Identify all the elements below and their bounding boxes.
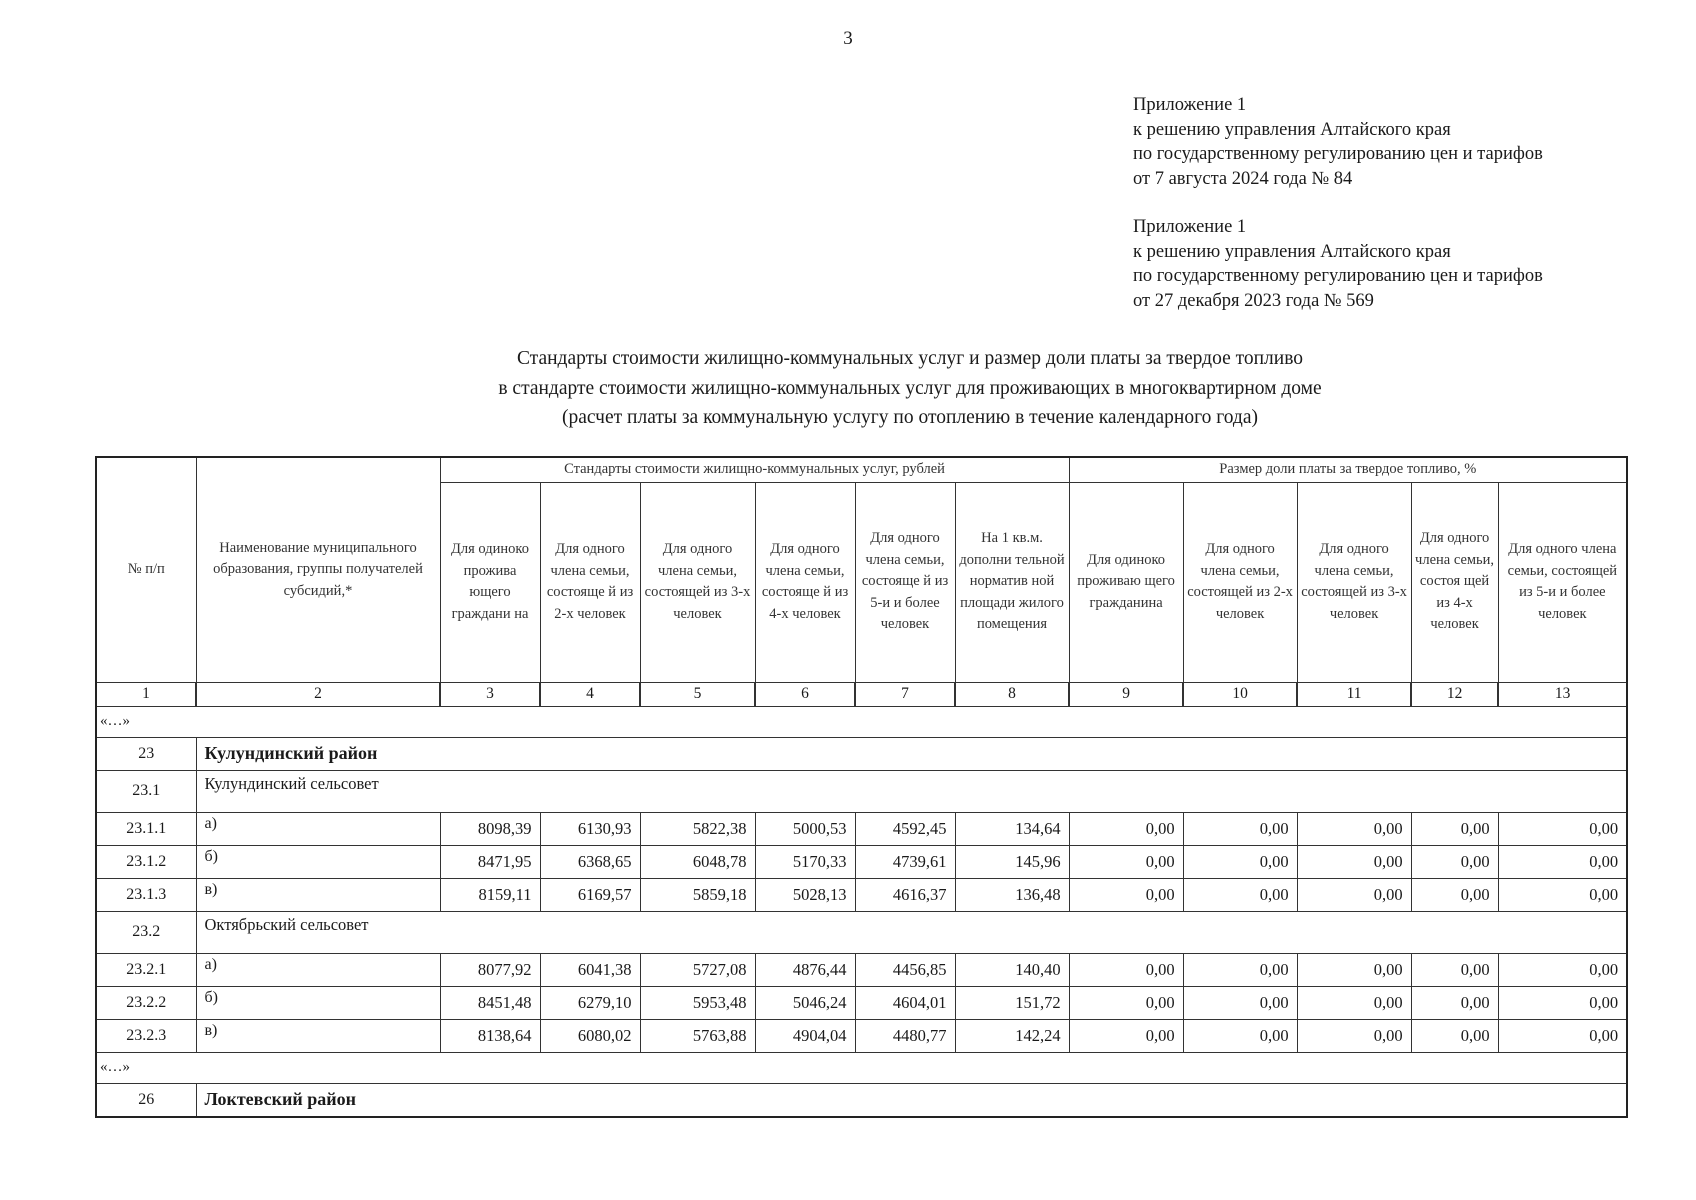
value-cell: 4456,85 bbox=[855, 953, 955, 986]
column-number: 10 bbox=[1183, 682, 1297, 706]
column-number: 3 bbox=[440, 682, 540, 706]
header-single-resident: Для одиноко прожива ющего граждани на bbox=[440, 482, 540, 682]
council-row bbox=[96, 770, 1627, 812]
value-cell: 8077,92 bbox=[440, 953, 540, 986]
value-cell: 8451,48 bbox=[440, 986, 540, 1019]
row-code: 23 bbox=[96, 737, 196, 770]
value-cell: 0,00 bbox=[1183, 1019, 1297, 1052]
column-number: 12 bbox=[1411, 682, 1498, 706]
omitted-rows-marker bbox=[96, 706, 1627, 737]
value-cell: 8159,11 bbox=[440, 878, 540, 911]
council-name: Кулундинский сельсовет bbox=[196, 770, 1627, 812]
column-number: 9 bbox=[1069, 682, 1183, 706]
recipient-group: б) bbox=[196, 845, 440, 878]
value-cell: 5727,08 bbox=[640, 953, 755, 986]
appendix-line: к решению управления Алтайского края bbox=[1133, 241, 1451, 262]
table-row bbox=[96, 1019, 1627, 1052]
header-family-of-4: Для одного члена семьи, состояще й из 4-х человек bbox=[755, 482, 855, 682]
title-line: в стандарте стоимости жилищно-коммунальных услуг для проживающих в многоквартирном доме bbox=[498, 377, 1322, 399]
district-name: Локтевский район bbox=[196, 1083, 1627, 1117]
column-number: 13 bbox=[1498, 682, 1627, 706]
column-number: 11 bbox=[1297, 682, 1411, 706]
appendix-note-current bbox=[1133, 93, 1673, 191]
value-cell: 4876,44 bbox=[755, 953, 855, 986]
ellipsis-text: «…» bbox=[96, 1052, 1627, 1083]
value-cell: 0,00 bbox=[1498, 953, 1627, 986]
value-cell: 8098,39 bbox=[440, 812, 540, 845]
column-number: 6 bbox=[755, 682, 855, 706]
table-row bbox=[96, 812, 1627, 845]
header-share-family-of-4: Для одного члена семьи, состоя щей из 4-х человек bbox=[1411, 482, 1498, 682]
column-number-row bbox=[96, 682, 1627, 706]
recipient-group: в) bbox=[196, 1019, 440, 1052]
row-code: 23.2.3 bbox=[96, 1019, 196, 1052]
value-cell: 4904,04 bbox=[755, 1019, 855, 1052]
value-cell: 0,00 bbox=[1183, 845, 1297, 878]
value-cell: 0,00 bbox=[1069, 986, 1183, 1019]
value-cell: 0,00 bbox=[1411, 812, 1498, 845]
district-row bbox=[96, 1083, 1627, 1117]
council-row bbox=[96, 911, 1627, 953]
header-share-family-of-2: Для одного члена семьи, состоящей из 2-х человек bbox=[1183, 482, 1297, 682]
value-cell: 0,00 bbox=[1183, 986, 1297, 1019]
value-cell: 8138,64 bbox=[440, 1019, 540, 1052]
value-cell: 0,00 bbox=[1069, 812, 1183, 845]
value-cell: 151,72 bbox=[955, 986, 1069, 1019]
tariff-standards-table bbox=[95, 456, 1628, 1118]
table-row bbox=[96, 953, 1627, 986]
district-row bbox=[96, 737, 1627, 770]
appendix-line: к решению управления Алтайского края bbox=[1133, 119, 1451, 140]
council-name: Октябрьский сельсовет bbox=[196, 911, 1627, 953]
column-number: 5 bbox=[640, 682, 755, 706]
value-cell: 0,00 bbox=[1411, 845, 1498, 878]
appendix-note-original bbox=[1133, 215, 1673, 313]
header-family-of-3: Для одного члена семьи, состоящей из 3-х человек bbox=[640, 482, 755, 682]
row-code: 23.1.1 bbox=[96, 812, 196, 845]
value-cell: 0,00 bbox=[1069, 878, 1183, 911]
row-code: 23.1.2 bbox=[96, 845, 196, 878]
omitted-rows-marker bbox=[96, 1052, 1627, 1083]
value-cell: 142,24 bbox=[955, 1019, 1069, 1052]
header-share-family-of-3: Для одного члена семьи, состоящей из 3-х человек bbox=[1297, 482, 1411, 682]
value-cell: 5822,38 bbox=[640, 812, 755, 845]
column-number: 7 bbox=[855, 682, 955, 706]
table-body bbox=[96, 682, 1627, 1117]
value-cell: 134,64 bbox=[955, 812, 1069, 845]
value-cell: 0,00 bbox=[1297, 1019, 1411, 1052]
header-family-of-2: Для одного члена семьи, состояще й из 2-х человек bbox=[540, 482, 640, 682]
value-cell: 0,00 bbox=[1297, 878, 1411, 911]
value-cell: 0,00 bbox=[1183, 878, 1297, 911]
value-cell: 4604,01 bbox=[855, 986, 955, 1019]
header-per-square-meter: На 1 кв.м. дополни тельной норматив ной площади жилого помещения bbox=[955, 482, 1069, 682]
value-cell: 0,00 bbox=[1183, 812, 1297, 845]
appendix-line: по государственному регулированию цен и тарифов bbox=[1133, 266, 1543, 286]
value-cell: 0,00 bbox=[1069, 845, 1183, 878]
value-cell: 0,00 bbox=[1183, 953, 1297, 986]
document-title bbox=[0, 344, 1696, 433]
value-cell: 0,00 bbox=[1498, 878, 1627, 911]
value-cell: 0,00 bbox=[1498, 986, 1627, 1019]
value-cell: 0,00 bbox=[1069, 953, 1183, 986]
title-line: (расчет платы за коммунальную услугу по отоплению в течение календарного года) bbox=[562, 407, 1258, 428]
value-cell: 0,00 bbox=[1498, 845, 1627, 878]
recipient-group: а) bbox=[196, 953, 440, 986]
recipient-group: в) bbox=[196, 878, 440, 911]
value-cell: 6368,65 bbox=[540, 845, 640, 878]
recipient-group: б) bbox=[196, 986, 440, 1019]
table-row bbox=[96, 986, 1627, 1019]
value-cell: 0,00 bbox=[1297, 812, 1411, 845]
value-cell: 4480,77 bbox=[855, 1019, 955, 1052]
header-share-family-of-5-plus: Для одного члена семьи, состоящей из 5-и и более человек bbox=[1498, 482, 1627, 682]
value-cell: 6130,93 bbox=[540, 812, 640, 845]
value-cell: 5046,24 bbox=[755, 986, 855, 1019]
value-cell: 0,00 bbox=[1411, 986, 1498, 1019]
value-cell: 0,00 bbox=[1297, 953, 1411, 986]
recipient-group: а) bbox=[196, 812, 440, 845]
header-group-fuel-share: Размер доли платы за твердое топливо, % bbox=[1069, 457, 1627, 482]
value-cell: 6080,02 bbox=[540, 1019, 640, 1052]
value-cell: 140,40 bbox=[955, 953, 1069, 986]
value-cell: 6041,38 bbox=[540, 953, 640, 986]
column-number: 8 bbox=[955, 682, 1069, 706]
value-cell: 5028,13 bbox=[755, 878, 855, 911]
appendix-line: от 27 декабря 2023 года № 569 bbox=[1133, 290, 1374, 311]
value-cell: 5000,53 bbox=[755, 812, 855, 845]
value-cell: 4616,37 bbox=[855, 878, 955, 911]
district-name: Кулундинский район bbox=[196, 737, 1627, 770]
value-cell: 0,00 bbox=[1411, 878, 1498, 911]
value-cell: 136,48 bbox=[955, 878, 1069, 911]
row-code: 23.1 bbox=[96, 770, 196, 812]
row-code: 23.1.3 bbox=[96, 878, 196, 911]
table-row bbox=[96, 878, 1627, 911]
header-group-standards: Стандарты стоимости жилищно-коммунальных услуг, рублей bbox=[440, 457, 1069, 482]
appendix-line: Приложение 1 bbox=[1133, 95, 1247, 115]
value-cell: 5763,88 bbox=[640, 1019, 755, 1052]
appendix-line: по государственному регулированию цен и тарифов bbox=[1133, 144, 1543, 164]
value-cell: 5953,48 bbox=[640, 986, 755, 1019]
appendix-line: Приложение 1 bbox=[1133, 217, 1247, 237]
title-line: Стандарты стоимости жилищно-коммунальных услуг и размер доли платы за твердое топливо bbox=[516, 348, 1304, 369]
row-code: 23.2 bbox=[96, 911, 196, 953]
value-cell: 0,00 bbox=[1069, 1019, 1183, 1052]
value-cell: 4739,61 bbox=[855, 845, 955, 878]
row-code: 26 bbox=[96, 1083, 196, 1117]
value-cell: 5170,33 bbox=[755, 845, 855, 878]
value-cell: 145,96 bbox=[955, 845, 1069, 878]
header-family-of-5-plus: Для одного члена семьи, состояще й из 5-и и более человек bbox=[855, 482, 955, 682]
column-number: 4 bbox=[540, 682, 640, 706]
page-number: 3 bbox=[843, 28, 853, 49]
header-municipality-name: Наименование муниципального образования, группы получателей субсидий,* bbox=[196, 457, 440, 682]
header-share-single-resident: Для одиноко проживаю щего гражданина bbox=[1069, 482, 1183, 682]
value-cell: 0,00 bbox=[1297, 986, 1411, 1019]
value-cell: 0,00 bbox=[1498, 812, 1627, 845]
value-cell: 5859,18 bbox=[640, 878, 755, 911]
value-cell: 6279,10 bbox=[540, 986, 640, 1019]
value-cell: 0,00 bbox=[1498, 1019, 1627, 1052]
value-cell: 0,00 bbox=[1297, 845, 1411, 878]
row-code: 23.2.2 bbox=[96, 986, 196, 1019]
table-row bbox=[96, 845, 1627, 878]
column-number: 1 bbox=[96, 682, 196, 706]
appendix-line: от 7 августа 2024 года № 84 bbox=[1133, 168, 1353, 189]
value-cell: 4592,45 bbox=[855, 812, 955, 845]
column-number: 2 bbox=[196, 682, 440, 706]
value-cell: 0,00 bbox=[1411, 953, 1498, 986]
header-row-number: № п/п bbox=[96, 457, 196, 682]
value-cell: 8471,95 bbox=[440, 845, 540, 878]
value-cell: 6048,78 bbox=[640, 845, 755, 878]
value-cell: 0,00 bbox=[1411, 1019, 1498, 1052]
ellipsis-text: «…» bbox=[96, 706, 1627, 737]
row-code: 23.2.1 bbox=[96, 953, 196, 986]
value-cell: 6169,57 bbox=[540, 878, 640, 911]
